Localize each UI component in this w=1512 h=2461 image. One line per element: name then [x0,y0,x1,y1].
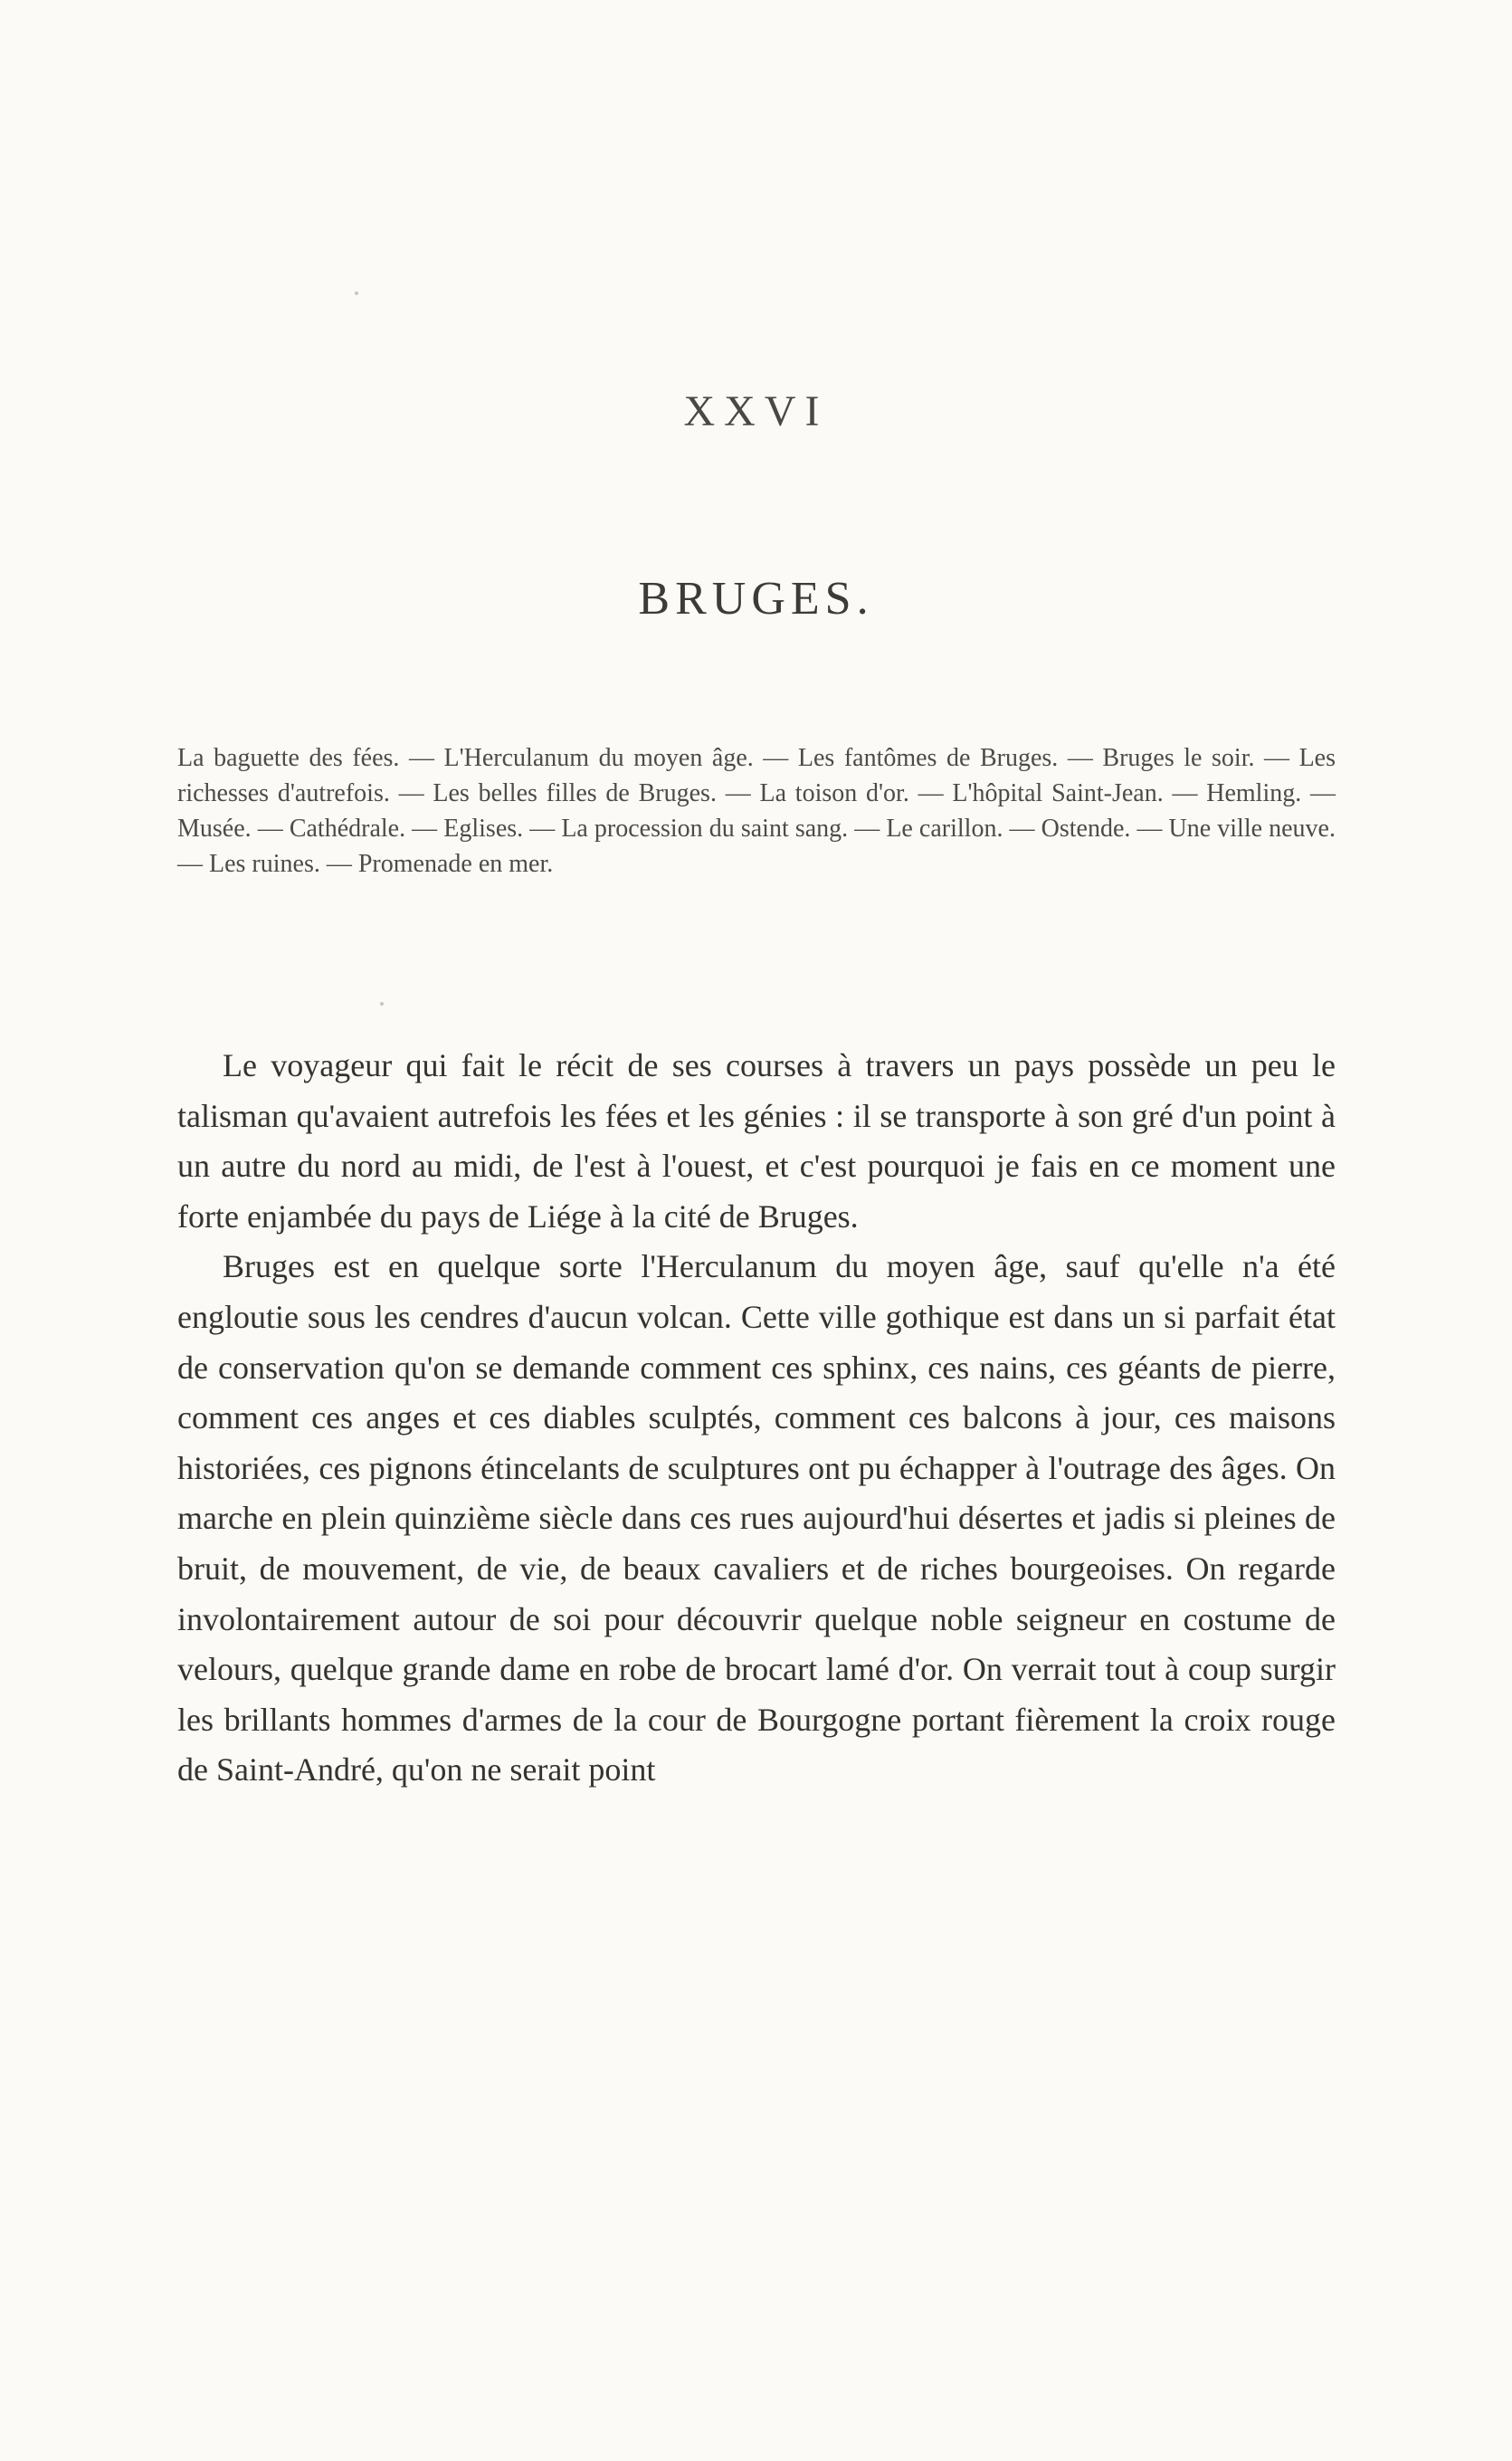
chapter-summary: La baguette des fées. — L'Herculanum du moyen âge. — Les fantômes de Bruges. — Bruges le soir. — Les richesses d'autrefois. — Les belles filles de Bruges. — La toison d'or. — L'hôpital Saint-Jean. — Hemling. — Musée. — Cathédrale. — Eglises. — La procession du saint sang. — Le carillon. — Ostende. — Une ville neuve. — Les ruines. — Promenade en mer. [177,744,1336,878]
chapter-number: XXVI [683,387,829,435]
body-text [177,1041,1336,1796]
paper-speck [380,1002,384,1006]
chapter-title: BRUGES. [638,573,874,625]
paragraph: Bruges est en quelque sorte l'Herculanum du moyen âge, sauf qu'elle n'a été engloutie sous les cendres d'aucun volcan. Cette ville gothique est dans un si parfait état de conservation qu'on se demande comment ces sphinx, ces nains, ces géants de pierre, comment ces anges et ces diables sculptés, comment ces balcons à jour, ces maisons historiées, ces pignons étincelants de sculptures ont pu échapper à l'outrage des âges. On marche en plein quinzième siècle dans ces rues aujourd'hui désertes et jadis si pleines de bruit, de mouvement, de vie, de beaux cavaliers et de riches bourgeoises. On regarde involontairement autour de soi pour découvrir quelque noble seigneur en costume de velours, quelque grande dame en robe de brocart lamé d'or. On verrait tout à coup surgir les brillants hommes d'armes de la cour de Bourgogne portant fièrement la croix rouge de Saint-André, qu'on ne serait point [177,1248,1336,1789]
paper-speck [355,291,358,295]
paragraph: Le voyageur qui fait le récit de ses courses à travers un pays possède un peu le talisman qu'avaient autrefois les fées et les génies : il se transporte à son gré d'un point à un autre du nord au midi, de l'est à l'ouest, et c'est pourquoi je fais en ce moment une forte enjambée du pays de Liége à la cité de Bruges. [177,1047,1336,1235]
